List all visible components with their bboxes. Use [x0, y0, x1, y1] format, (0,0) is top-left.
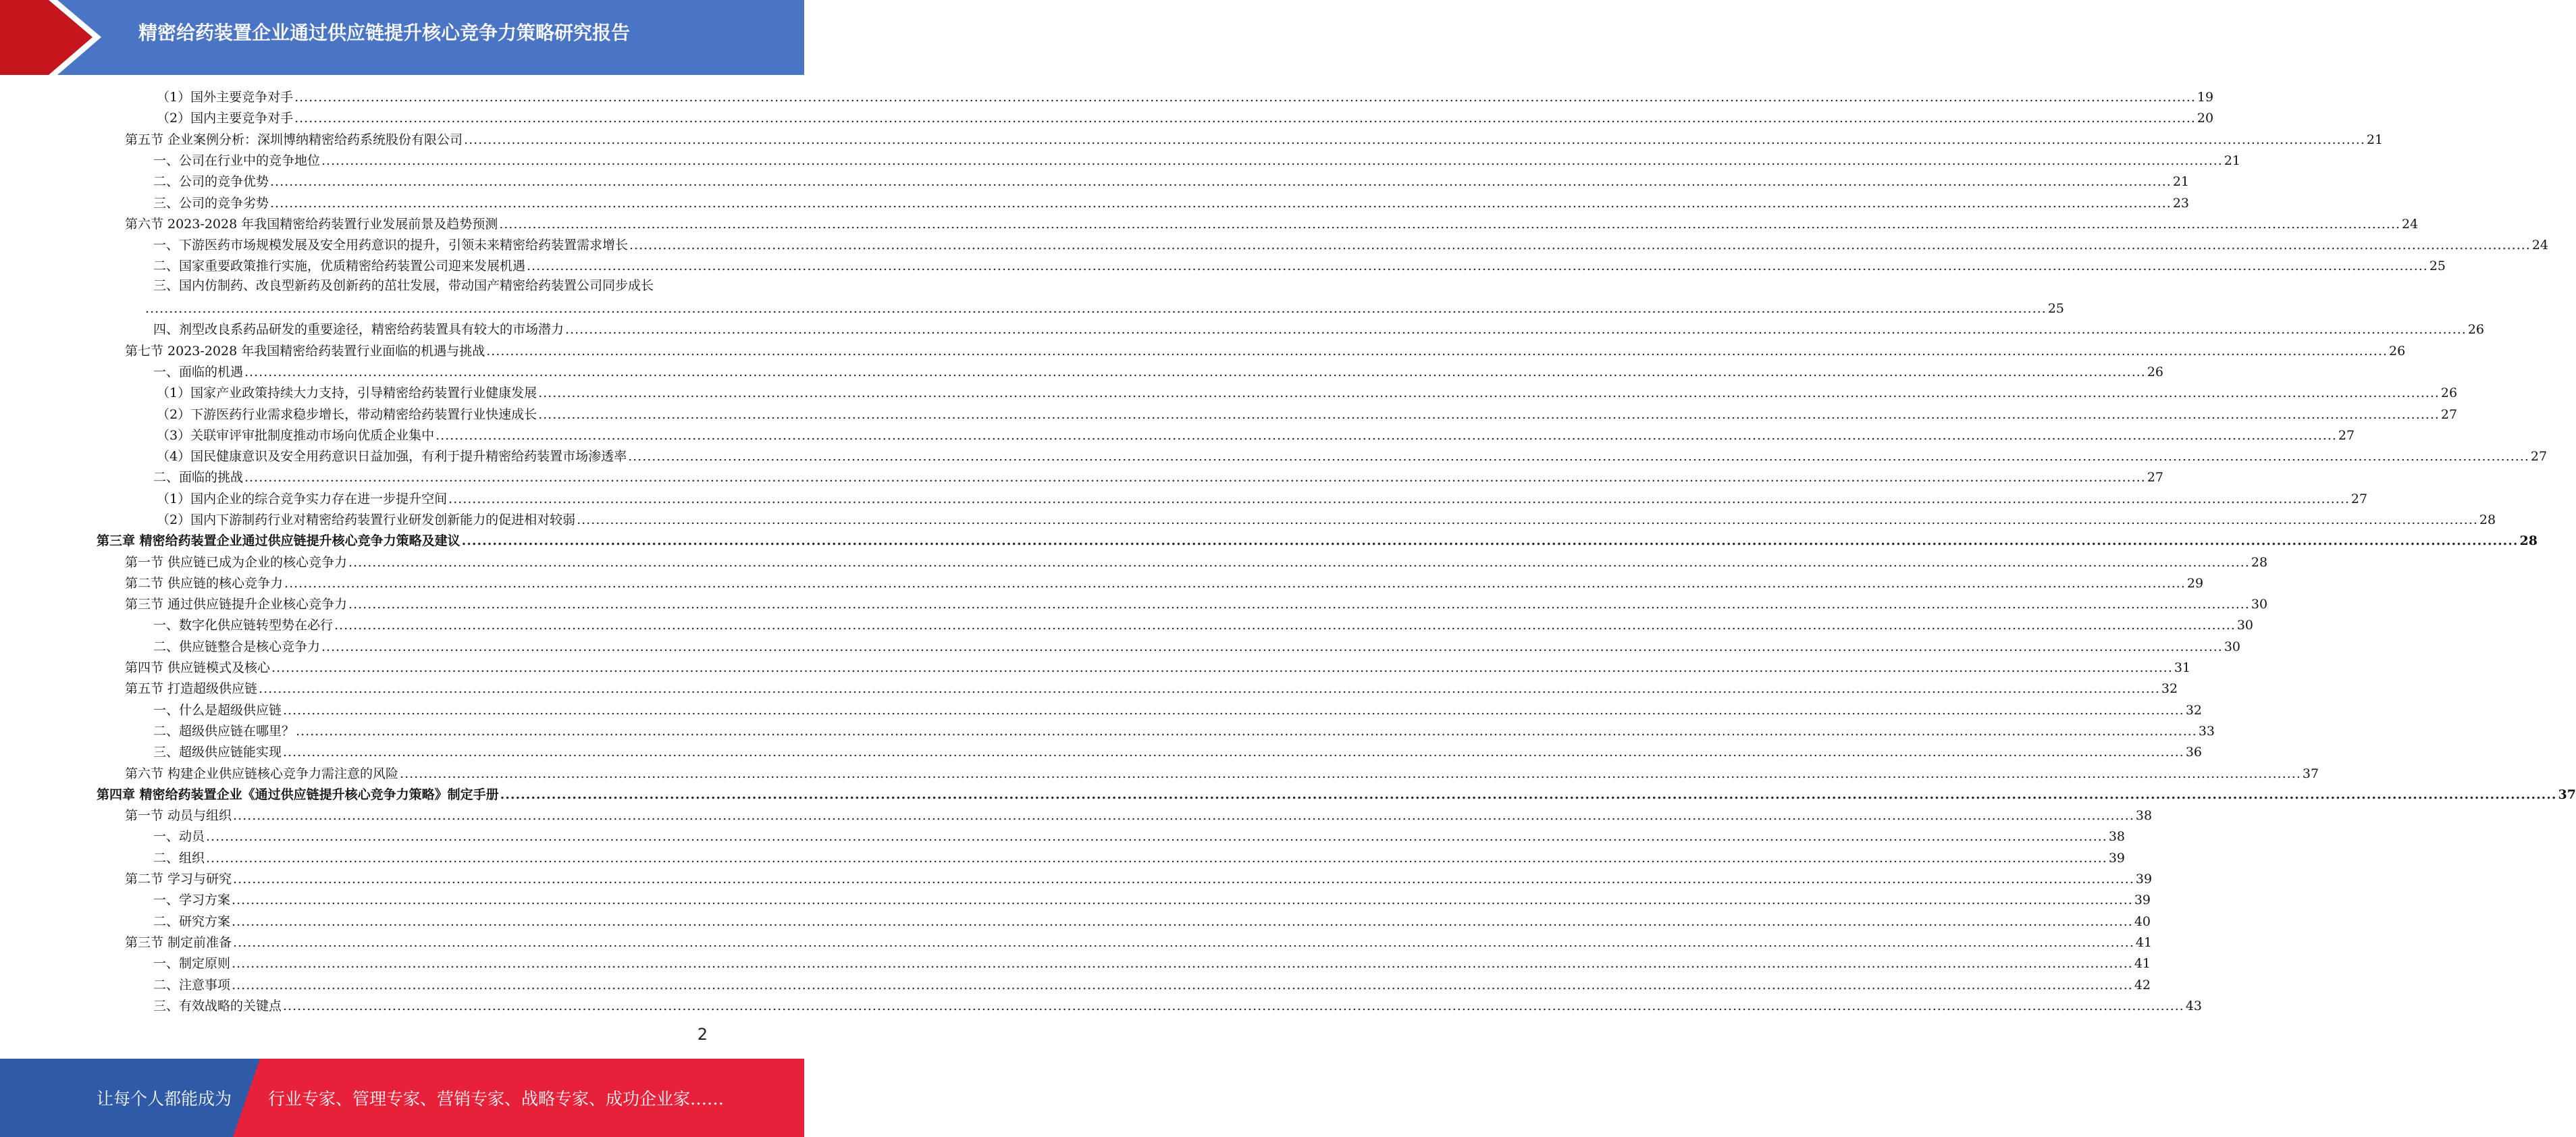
toc-entry-page: 31 — [2174, 660, 2191, 675]
footer-slogan-left: 让每个人都能成为 — [97, 1089, 232, 1109]
toc-entry[interactable] — [157, 106, 2214, 127]
toc-entry[interactable] — [157, 423, 2355, 444]
toc-entry[interactable] — [153, 635, 2241, 656]
toc-entry-page: 27 — [2350, 492, 2368, 506]
toc-entry-label: 一、制定原则 — [153, 956, 231, 971]
footer-slogan-right: 行业专家、管理专家、营销专家、战略专家、成功企业家…… — [268, 1089, 725, 1109]
toc-entry-page: 38 — [2108, 829, 2126, 844]
toc-entry-label: 二、国家重要政策推行实施，优质精密给药装置公司迎来发展机遇 — [153, 259, 526, 273]
toc-entry[interactable] — [157, 487, 2368, 508]
toc-entry[interactable] — [157, 402, 2458, 423]
toc-entry-label: （2）国内下游制药行业对精密给药装置行业研发创新能力的促进相对较弱 — [157, 512, 576, 527]
toc-entry-label: 一、动员 — [153, 829, 205, 844]
toc-leader-dots: ................................................................................................................................................................................................................................................................................................................................................................................................................ — [436, 428, 2337, 443]
toc-entry-page: 30 — [2251, 597, 2268, 612]
toc-leader-dots: ................................................................................................................................................................................................................................................................................................................................................................................................................ — [283, 703, 2184, 718]
toc-entry[interactable] — [153, 994, 2203, 1015]
toc-entry[interactable] — [153, 149, 2241, 169]
toc-entry-page: 25 — [2047, 301, 2065, 316]
toc-leader-dots: ................................................................................................................................................................................................................................................................................................................................................................................................................ — [232, 914, 2133, 929]
toc-entry-label: 二、公司的竞争优势 — [153, 174, 269, 189]
toc-entry-page: 26 — [2389, 344, 2406, 359]
toc-entry-label: 二、研究方案 — [153, 914, 231, 929]
toc-entry-label: 第四章 精密给药装置企业《通过供应链提升核心竞争力策略》制定手册 — [97, 787, 499, 802]
toc-leader-dots: ................................................................................................................................................................................................................................................................................................................................................................................................................ — [259, 681, 2160, 696]
toc-entry-label: 第五节 企业案例分析：深圳博纳精密给药系统股份有限公司 — [125, 132, 463, 147]
toc-entry-page: 23 — [2172, 196, 2190, 211]
toc-entry[interactable] — [97, 783, 2576, 803]
toc-entry-label: 三、国内仿制药、改良型新药及创新药的茁壮发展，带动国产精密给药装置公司同步成长 — [153, 278, 654, 293]
toc-entry-label: （1）国外主要竞争对手 — [157, 90, 294, 105]
toc-entry-page: 42 — [2134, 978, 2151, 993]
toc-leader-dots: ................................................................................................................................................................................................................................................................................................................................................................................................................ — [334, 618, 2236, 633]
toc-entry-label: 第一节 供应链已成为企业的核心竞争力 — [125, 555, 348, 570]
toc-entry[interactable] — [125, 592, 2268, 613]
toc-entry-label: （1）国内企业的综合竞争实力存在进一步提升空间 — [157, 492, 448, 506]
toc-leader-dots: ................................................................................................................................................................................................................................................................................................................................................................................................................ — [271, 660, 2173, 675]
toc-leader-dots: ................................................................................................................................................................................................................................................................................................................................................................................................................ — [283, 745, 2184, 760]
toc-leader-dots: ................................................................................................................................................................................................................................................................................................................................................................................................................ — [206, 829, 2107, 844]
toc-entry-label: 一、什么是超级供应链 — [153, 703, 282, 718]
toc-entry-label: 第六节 2023-2028 年我国精密给药装置行业发展前景及趋势预测 — [125, 217, 498, 232]
toc-entry[interactable] — [125, 803, 2153, 824]
toc-entry[interactable] — [125, 339, 2406, 360]
toc-entry-page: 40 — [2134, 914, 2151, 929]
toc-entry-label: （1）国家产业政策持续大力支持，引导精密给药装置行业健康发展 — [157, 386, 537, 400]
toc-entry-label: （4）国民健康意识及安全用药意识日益加强，有利于提升精密给药装置市场渗透率 — [157, 449, 627, 464]
toc-entry-label: 二、组织 — [153, 851, 205, 866]
toc-entry-page: 28 — [2251, 555, 2268, 570]
toc-entry-page: 19 — [2197, 90, 2214, 105]
toc-entry-label: 三、超级供应链能实现 — [153, 745, 282, 760]
toc-entry[interactable] — [125, 550, 2268, 571]
toc-entry-page: 21 — [2172, 174, 2190, 189]
toc-entry[interactable] — [157, 508, 2496, 529]
toc-entry[interactable] — [125, 128, 2384, 149]
toc-leader-dots: ................................................................................................................................................................................................................................................................................................................................................................................................................ — [321, 639, 2223, 654]
toc-leader-dots: ................................................................................................................................................................................................................................................................................................................................................................................................................ — [232, 893, 2133, 907]
toc-entry-page: 30 — [2236, 618, 2254, 633]
toc-entry[interactable] — [153, 360, 2164, 381]
toc-entry[interactable] — [153, 254, 2446, 275]
header-title: 精密给药装置企业通过供应链提升核心竞争力策略研究报告 — [138, 22, 631, 44]
toc-entry-page: 33 — [2198, 724, 2215, 739]
toc-entry-page: 27 — [2147, 470, 2164, 485]
toc-leader-dots: ................................................................................................................................................................................................................................................................................................................................................................................................................ — [284, 576, 2186, 591]
toc-entry-label: 第二节 供应链的核心竞争力 — [125, 576, 284, 591]
toc-entry-label: 第四节 供应链模式及核心 — [125, 660, 271, 675]
toc-entry[interactable] — [125, 867, 2153, 888]
toc-entry-page: 41 — [2134, 956, 2151, 971]
toc-leader-dots: ................................................................................................................................................................................................................................................................................................................................................................................................................ — [244, 470, 2146, 485]
toc-entry[interactable] — [153, 719, 2215, 740]
toc-leader-dots: ................................................................................................................................................................................................................................................................................................................................................................................................................ — [321, 153, 2223, 168]
toc-entry[interactable] — [153, 951, 2151, 972]
toc-entry[interactable] — [153, 465, 2164, 486]
toc-entry-page: 36 — [2185, 745, 2203, 760]
toc-leader-dots: ................................................................................................................................................................................................................................................................................................................................................................................................................ — [233, 935, 2134, 950]
toc-entry-page: 39 — [2135, 872, 2153, 887]
toc-entry[interactable] — [153, 233, 2549, 254]
toc-leader-dots: ................................................................................................................................................................................................................................................................................................................................................................................................................ — [348, 555, 2250, 570]
toc-entry-label: 三、公司的竞争劣势 — [153, 196, 269, 211]
toc-leader-dots: ................................................................................................................................................................................................................................................................................................................................................................................................................ — [628, 449, 2529, 464]
toc-leader-dots: ................................................................................................................................................................................................................................................................................................................................................................................................................ — [499, 217, 2401, 232]
toc-entry-page: 27 — [2530, 449, 2548, 464]
toc-leader-dots: ................................................................................................................................................................................................................................................................................................................................................................................................................ — [145, 301, 2047, 316]
toc-entry-page: 21 — [2366, 132, 2384, 147]
toc-entry-label: 二、面临的挑战 — [153, 470, 244, 485]
toc-leader-dots: ................................................................................................................................................................................................................................................................................................................................................................................................................ — [565, 322, 2467, 337]
toc-leader-dots: ................................................................................................................................................................................................................................................................................................................................................................................................................ — [233, 808, 2134, 823]
toc-entry[interactable] — [153, 824, 2126, 845]
toc-entry-label: 第三章 精密给药装置企业通过供应链提升核心竞争力策略及建议 — [97, 533, 461, 548]
toc-entry-label: 第五节 打造超级供应链 — [125, 681, 258, 696]
toc-entry-page: 27 — [2338, 428, 2355, 443]
toc-entry-label: 一、下游医药市场规模发展及安全用药意识的提升，引领未来精密给药装置需求增长 — [153, 238, 629, 253]
toc-entry[interactable] — [153, 973, 2151, 994]
toc-entry-page: 29 — [2186, 576, 2204, 591]
toc-entry-page: 37 — [2558, 787, 2576, 802]
toc-entry[interactable] — [157, 85, 2214, 106]
toc-leader-dots: ................................................................................................................................................................................................................................................................................................................................................................................................................ — [527, 259, 2428, 273]
toc-entry-label: 一、公司在行业中的竞争地位 — [153, 153, 321, 168]
toc-entry[interactable] — [157, 444, 2548, 465]
toc-leader-dots: ................................................................................................................................................................................................................................................................................................................................................................................................................ — [294, 90, 2196, 105]
toc-entry[interactable] — [125, 930, 2153, 951]
toc-entry[interactable] — [157, 381, 2458, 402]
toc-entry-page: 39 — [2134, 893, 2151, 907]
toc-entry[interactable] — [153, 846, 2126, 867]
toc-entry-page: 30 — [2224, 639, 2241, 654]
toc-entry-label: 二、注意事项 — [153, 978, 231, 993]
toc-leader-dots: ................................................................................................................................................................................................................................................................................................................................................................................................................ — [486, 344, 2388, 359]
toc-leader-dots: ................................................................................................................................................................................................................................................................................................................................................................................................................ — [294, 111, 2196, 126]
toc-entry-label: （3）关联审评审批制度推动市场向优质企业集中 — [157, 428, 435, 443]
toc-entry-page: 32 — [2161, 681, 2178, 696]
toc-entry[interactable] — [153, 169, 2190, 190]
toc-entry-label: 四、剂型改良系药品研发的重要途径，精密给药装置具有较大的市场潜力 — [153, 322, 564, 337]
toc-leader-dots: ................................................................................................................................................................................................................................................................................................................................................................................................................ — [296, 724, 2197, 739]
toc-entry-label: 第六节 构建企业供应链核心竞争力需注意的风险 — [125, 766, 399, 781]
toc-entry-label: 一、学习方案 — [153, 893, 231, 907]
toc-entry[interactable] — [153, 740, 2203, 761]
toc-entry-page: 37 — [2302, 766, 2319, 781]
toc-entry-page: 27 — [2440, 407, 2458, 422]
toc-leader-dots: ................................................................................................................................................................................................................................................................................................................................................................................................................ — [206, 851, 2107, 866]
toc-entry-page: 43 — [2185, 999, 2203, 1013]
toc-leader-dots: ................................................................................................................................................................................................................................................................................................................................................................................................................ — [348, 597, 2250, 612]
toc-entry-label: 二、超级供应链在哪里？ — [153, 724, 295, 739]
toc-leader-dots: ................................................................................................................................................................................................................................................................................................................................................................................................................ — [464, 132, 2365, 147]
toc-leader-dots: ................................................................................................................................................................................................................................................................................................................................................................................................................ — [232, 978, 2133, 993]
toc-entry-page: 25 — [2429, 259, 2446, 273]
toc-entry-page: 28 — [2519, 533, 2538, 548]
toc-entry-page: 26 — [2440, 386, 2458, 400]
toc-entry[interactable] — [125, 571, 2204, 592]
toc-entry[interactable] — [145, 275, 2065, 317]
toc-entry-label: （2）国内主要竞争对手 — [157, 111, 294, 126]
toc-entry-page: 26 — [2147, 365, 2164, 379]
toc-entry-page: 39 — [2108, 851, 2126, 866]
toc-entry-label: 第七节 2023-2028 年我国精密给药装置行业面临的机遇与挑战 — [125, 344, 485, 359]
toc-entry-page: 26 — [2467, 322, 2485, 337]
toc-entry-page: 20 — [2197, 111, 2214, 126]
toc-entry-page: 38 — [2135, 808, 2153, 823]
page-footer — [0, 1059, 804, 1137]
toc-leader-dots: ................................................................................................................................................................................................................................................................................................................................................................................................................ — [400, 766, 2301, 781]
toc-entry-page: 24 — [2531, 238, 2549, 253]
toc-leader-dots: ................................................................................................................................................................................................................................................................................................................................................................................................................ — [538, 386, 2440, 400]
toc-entry-label: 二、供应链整合是核心竞争力 — [153, 639, 321, 654]
toc-entry[interactable] — [125, 762, 2319, 783]
toc-entry-label: 三、有效战略的关键点 — [153, 999, 282, 1013]
page-header — [0, 0, 804, 75]
toc-entry-label: 第三节 制定前准备 — [125, 935, 232, 950]
toc-entry-page: 21 — [2224, 153, 2241, 168]
toc-entry[interactable] — [153, 613, 2254, 634]
toc-leader-dots: ................................................................................................................................................................................................................................................................................................................................................................................................................ — [232, 956, 2133, 971]
toc-leader-dots: ................................................................................................................................................................................................................................................................................................................................................................................................................ — [233, 872, 2134, 887]
toc-entry[interactable] — [125, 656, 2191, 677]
toc-entry[interactable] — [125, 212, 2419, 233]
toc-entry-page: 41 — [2135, 935, 2153, 950]
toc-entry-page: 32 — [2185, 703, 2203, 718]
toc-entry-label: 第二节 学习与研究 — [125, 872, 232, 887]
toc-entry-label: 一、面临的机遇 — [153, 365, 244, 379]
toc-entry-label: 第三节 通过供应链提升企业核心竞争力 — [125, 597, 348, 612]
toc-leader-dots: ................................................................................................................................................................................................................................................................................................................................................................................................................ — [629, 238, 2531, 253]
toc-entry[interactable] — [125, 677, 2178, 697]
toc-entry-label: 第一节 动员与组织 — [125, 808, 232, 823]
toc-entry[interactable] — [153, 888, 2151, 909]
toc-leader-dots: ................................................................................................................................................................................................................................................................................................................................................................................................................ — [461, 533, 2519, 548]
toc-entry[interactable] — [153, 698, 2203, 719]
toc-leader-dots: ................................................................................................................................................................................................................................................................................................................................................................................................................ — [538, 407, 2440, 422]
toc-entry-label: 一、数字化供应链转型势在必行 — [153, 618, 334, 633]
toc-leader-dots: ................................................................................................................................................................................................................................................................................................................................................................................................................ — [500, 787, 2557, 802]
toc-leader-dots: ................................................................................................................................................................................................................................................................................................................................................................................................................ — [283, 999, 2184, 1013]
toc-entry[interactable] — [153, 191, 2190, 212]
toc-entry-page: 24 — [2402, 217, 2419, 232]
toc-entry[interactable] — [153, 909, 2151, 930]
page-number: 2 — [697, 1025, 708, 1044]
toc-entry[interactable] — [153, 317, 2485, 338]
toc-entry-page: 28 — [2479, 512, 2496, 527]
toc-leader-dots: ................................................................................................................................................................................................................................................................................................................................................................................................................ — [577, 512, 2478, 527]
toc-entry[interactable] — [97, 529, 2538, 550]
toc-entry-label: （2）下游医药行业需求稳步增长，带动精密给药装置行业快速成长 — [157, 407, 537, 422]
toc-leader-dots: ................................................................................................................................................................................................................................................................................................................................................................................................................ — [448, 492, 2350, 506]
toc-leader-dots: ................................................................................................................................................................................................................................................................................................................................................................................................................ — [270, 174, 2172, 189]
toc-leader-dots: ................................................................................................................................................................................................................................................................................................................................................................................................................ — [270, 196, 2172, 211]
toc-leader-dots: ................................................................................................................................................................................................................................................................................................................................................................................................................ — [244, 365, 2146, 379]
